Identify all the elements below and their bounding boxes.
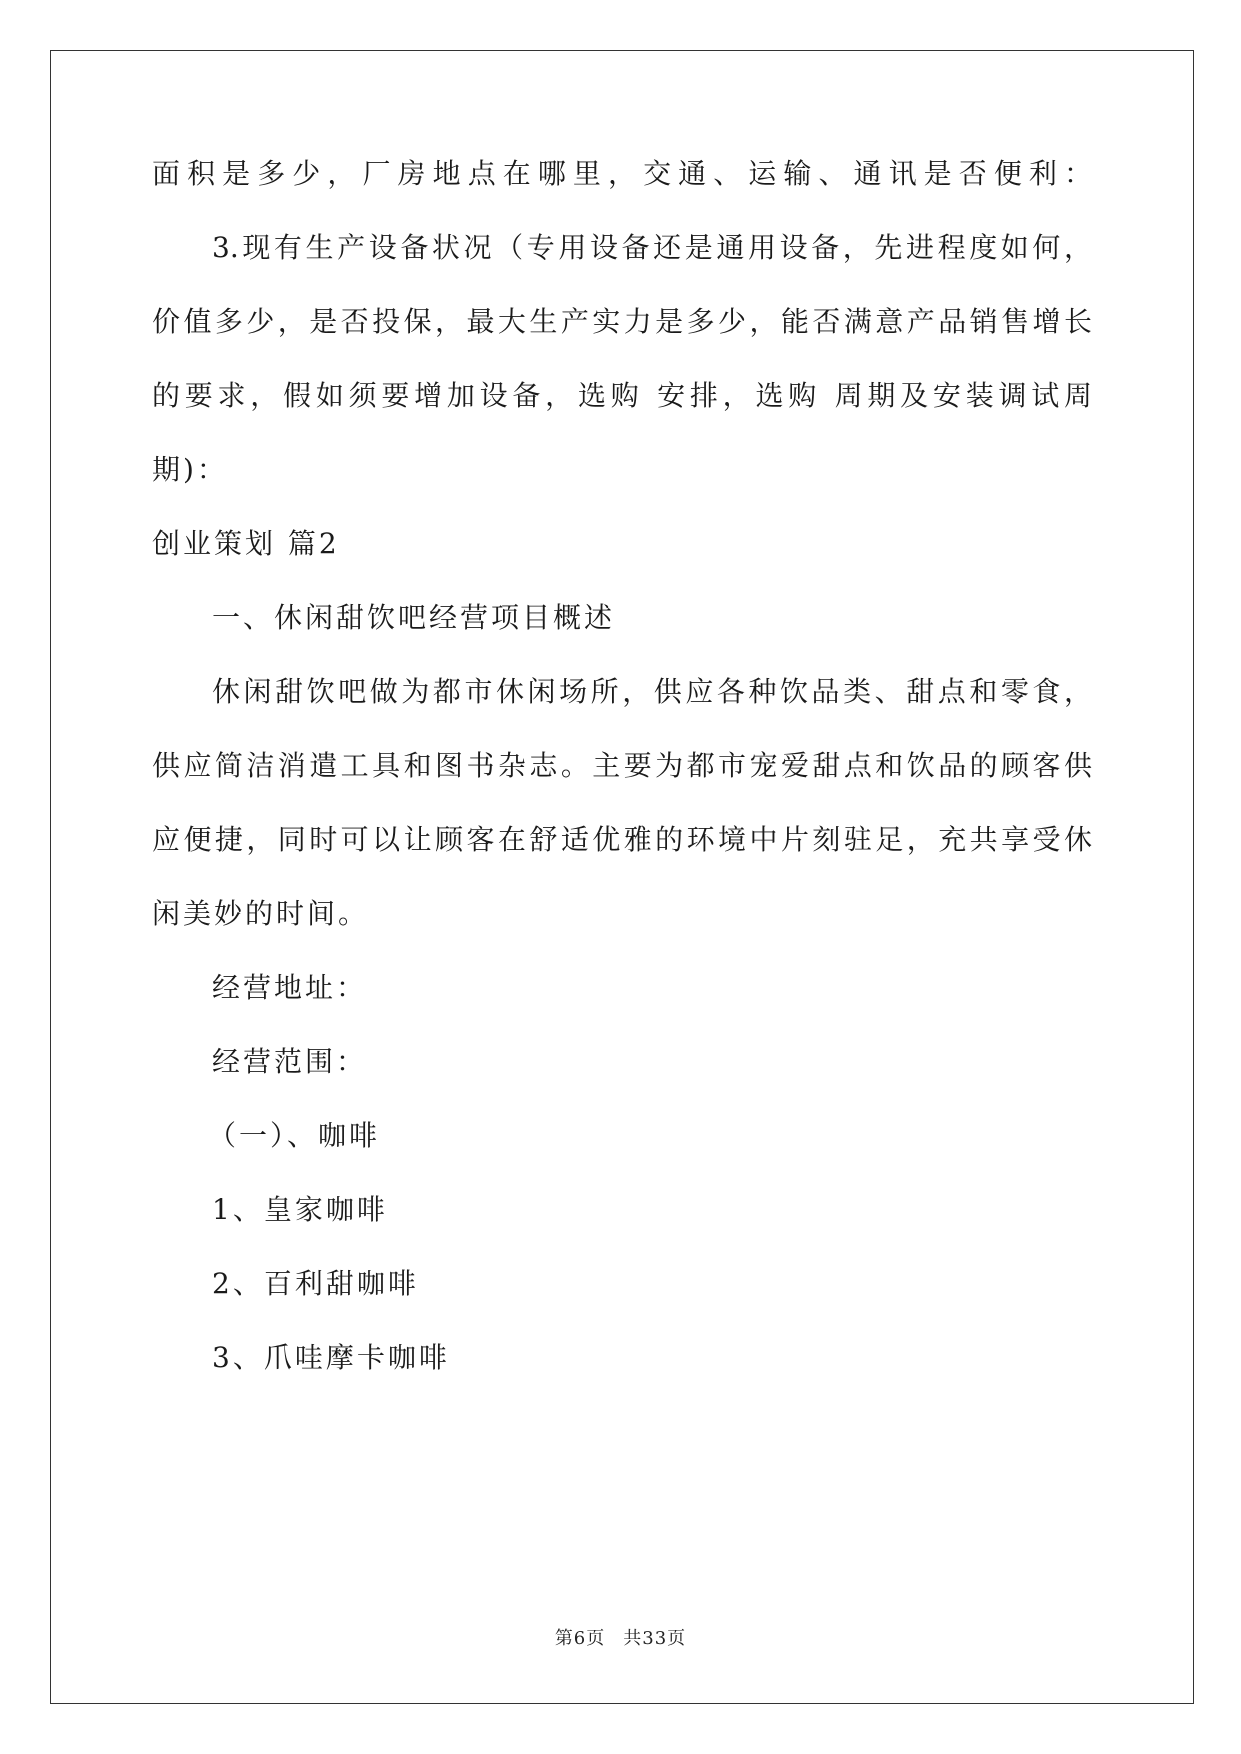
list-heading: （一）、咖啡 — [208, 1119, 381, 1152]
list-item: 3、爪哇摩卡咖啡 — [212, 1341, 450, 1374]
subsection-heading: 一、休闲甜饮吧经营项目概述 — [212, 601, 616, 634]
page-total: 共33页 — [623, 1628, 687, 1649]
page-border — [50, 50, 1194, 1704]
paragraph-line: 期)： — [152, 453, 228, 486]
paragraph-line: 休闲甜饮吧做为都市休闲场所，供应各种饮品类、甜点和零食， — [212, 675, 1092, 708]
paragraph-line: 面积是多少，厂房地点在哪里，交通、运输、通讯是否便利： — [152, 157, 1092, 190]
paragraph-line: 3.现有生产设备状况（专用设备还是通用设备，先进程度如何， — [212, 231, 1092, 264]
paragraph-line: 应便捷，同时可以让顾客在舒适优雅的环境中片刻驻足，充共享受休 — [152, 823, 1092, 856]
paragraph-line: 的要求，假如须要增加设备，选购 安排，选购 周期及安装调试周 — [152, 379, 1092, 412]
paragraph-line: 价值多少，是否投保，最大生产实力是多少，能否满意产品销售增长 — [152, 305, 1092, 338]
paragraph-line: 闲美妙的时间。 — [152, 897, 370, 930]
field-label: 经营范围： — [212, 1045, 368, 1078]
list-item: 2、百利甜咖啡 — [212, 1267, 419, 1300]
section-heading: 创业策划 篇2 — [152, 527, 340, 560]
page-footer — [0, 1624, 1241, 1650]
list-item: 1、皇家咖啡 — [212, 1193, 388, 1226]
paragraph-line: 供应简洁消遣工具和图书杂志。主要为都市宠爱甜点和饮品的顾客供 — [152, 749, 1092, 782]
field-label: 经营地址： — [212, 971, 368, 1004]
page-number: 第6页 — [554, 1628, 606, 1649]
